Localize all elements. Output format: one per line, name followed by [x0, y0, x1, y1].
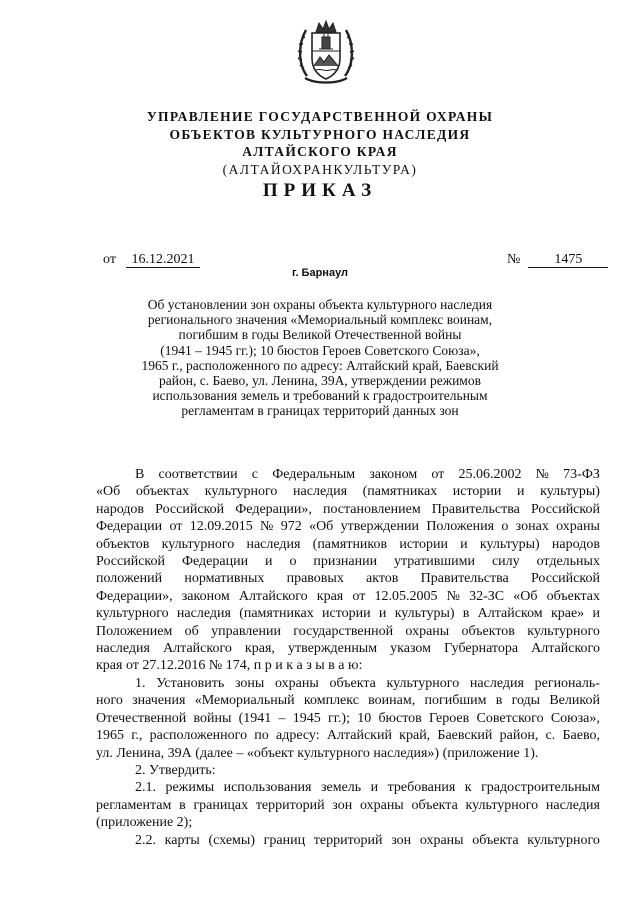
body-word: наследия: [96, 641, 150, 657]
date-prefix: от: [103, 252, 116, 267]
body-word: Российской: [96, 554, 165, 570]
body-word: Федерации»,: [235, 501, 312, 517]
body-word: объекта: [411, 797, 458, 813]
body-line: [96, 501, 600, 518]
body-word: 12.05.2005: [374, 588, 438, 604]
subject-line: (1941 – 1945 гг.); 10 бюстов Героев Советского Союза»,: [160, 342, 480, 358]
number-prefix: №: [507, 252, 521, 267]
body-word: Российской: [530, 501, 600, 517]
body-word: к: [464, 780, 472, 796]
body-word: –: [278, 710, 286, 726]
body-word: Федерации»,: [96, 588, 173, 604]
subject-line: 1965 г., расположенного по адресу: Алтайский край, Баевский: [141, 357, 499, 373]
body-word: земель: [320, 780, 362, 796]
body-word: и: [460, 536, 468, 552]
body-line: [96, 832, 600, 849]
body-word: погибшим: [424, 693, 487, 709]
body-word: зон: [332, 797, 353, 813]
body-word: отдельных: [536, 554, 600, 570]
body-word: утверждении: [340, 519, 419, 535]
body-word: границах: [193, 797, 249, 813]
subject-line: Об установлении зон охраны объекта культурного наследия: [147, 297, 493, 312]
org-line: АЛТАЙСКОГО КРАЯ: [242, 144, 398, 159]
body-word: крае»: [550, 606, 585, 622]
body-word: 972: [280, 519, 302, 535]
body-word: территорий: [313, 832, 383, 848]
body-word: Российской: [530, 571, 600, 587]
body-line: [96, 640, 600, 657]
subject-line: погибшим в годы Великой Отечественной войны: [178, 327, 462, 343]
body-word: охраны: [419, 832, 464, 848]
body-word: значения: [132, 693, 186, 709]
org-line: УПРАВЛЕНИЕ ГОСУДАРСТВЕННОЙ ОХРАНЫ: [146, 109, 494, 124]
body-word: г.,: [131, 728, 143, 744]
body-word: Отечественной: [96, 710, 187, 726]
body-word: расположенного: [149, 728, 248, 744]
body-word: Советского: [476, 710, 544, 726]
body-word: истории: [322, 606, 371, 622]
body-line: [96, 710, 600, 727]
body-word: культурного: [204, 484, 278, 500]
body-word: объектах: [546, 588, 600, 604]
body-word: объекта: [472, 832, 519, 848]
body-word: истории: [399, 536, 448, 552]
body-word: Положения: [426, 519, 495, 535]
body-word: комплекс: [303, 693, 359, 709]
order-body-text: [96, 466, 600, 849]
body-word: правовых: [286, 571, 344, 587]
body-word: войны: [193, 710, 232, 726]
body-word: и: [265, 554, 273, 570]
order-subject: [120, 297, 520, 419]
body-word: об: [184, 623, 199, 639]
body-word: Алтайского: [238, 588, 308, 604]
body-word: зоны: [234, 675, 265, 691]
body-line: ул. Ленина, 39А (далее – «объект культурного наследия») (приложение 1).: [96, 745, 539, 761]
body-word: с.: [545, 728, 556, 744]
body-word: охраны: [405, 623, 450, 639]
body-word: культуры): [479, 536, 540, 552]
body-word: культурного: [527, 623, 600, 639]
body-word: наследия: [176, 606, 231, 622]
body-word: Федерации: [96, 519, 163, 535]
body-word: (1941: [238, 710, 272, 726]
body-word: Федеральным: [272, 467, 356, 482]
body-word: (памятниках: [239, 606, 314, 622]
body-word: гг.);: [328, 710, 350, 726]
body-word: культурного: [161, 536, 235, 552]
org-line: ОБЪЕКТОВ КУЛЬТУРНОГО НАСЛЕДИЯ: [169, 126, 471, 142]
body-word: Великой: [549, 693, 600, 709]
body-word: наследия: [545, 797, 600, 813]
body-word: режимы: [165, 780, 215, 796]
body-line: [96, 588, 600, 605]
body-word: в: [462, 606, 470, 622]
body-word: 12.09.2015: [189, 519, 253, 535]
body-line: [96, 605, 600, 622]
body-word: 73-ФЗ: [563, 467, 600, 482]
body-word: регламентам: [96, 797, 172, 813]
body-word: 2.1.: [135, 780, 156, 796]
body-word: указом: [390, 641, 431, 657]
body-word: наследия: [293, 484, 348, 500]
body-word: от: [431, 467, 445, 482]
body-word: объектов: [461, 623, 515, 639]
body-word: карты: [164, 832, 200, 848]
body-word: Героев: [429, 710, 470, 726]
body-line: (приложение 2);: [96, 815, 193, 831]
body-word: территорий: [255, 797, 325, 813]
body-word: Установить: [156, 675, 225, 691]
body-word: законом: [181, 588, 230, 604]
body-word: бюстов: [378, 710, 422, 726]
body-word: воинам,: [368, 693, 416, 709]
body-word: Союза»,: [550, 710, 600, 726]
body-word: культуры): [394, 606, 455, 622]
body-word: о: [501, 519, 509, 535]
body-word: и: [592, 606, 600, 622]
body-word: и: [370, 780, 379, 796]
body-word: о: [289, 554, 297, 570]
body-word: (памятниках: [362, 484, 438, 500]
body-word: Алтайского: [163, 641, 232, 657]
body-word: объектов: [96, 536, 150, 552]
body-word: зон: [391, 832, 412, 848]
body-word: народов: [551, 536, 600, 552]
body-word: 1.: [135, 675, 146, 691]
body-word: в: [495, 693, 503, 709]
body-word: 1965: [96, 728, 124, 744]
body-word: утвержденным: [287, 641, 378, 657]
body-word: от: [169, 519, 183, 535]
body-word: №: [260, 519, 274, 535]
order-number: [507, 252, 608, 268]
body-word: объектах: [135, 484, 190, 500]
body-word: силу: [491, 554, 520, 570]
body-word: 25.06.2002: [458, 467, 522, 482]
body-word: охраны: [556, 519, 600, 535]
body-word: (схемы): [208, 832, 255, 848]
body-line: [96, 570, 600, 587]
body-word: 10: [357, 710, 372, 726]
order-date: [103, 252, 200, 268]
body-word: охраны: [275, 675, 319, 691]
city-name: г. Барнаул: [291, 267, 349, 279]
body-word: соответствии: [158, 467, 238, 482]
body-word: Баево,: [562, 728, 600, 744]
body-word: и: [378, 606, 387, 622]
body-word: 1945: [292, 710, 321, 726]
number-value: 1475: [528, 252, 608, 268]
body-word: зонах: [515, 519, 549, 535]
body-word: требования: [387, 780, 456, 796]
subject-line: регионального значения «Мемориальный комплекс воинам,: [147, 312, 493, 328]
body-word: №: [535, 467, 549, 482]
body-word: от: [352, 588, 366, 604]
body-word: актов: [366, 571, 399, 587]
body-word: культурного: [96, 606, 169, 622]
body-word: Алтайского: [531, 641, 600, 657]
body-word: истории: [452, 484, 502, 500]
body-word: утратившими: [394, 554, 476, 570]
body-word: №: [446, 588, 460, 604]
body-line: [96, 779, 600, 796]
body-word: Алтайский: [326, 728, 392, 744]
body-word: края,: [244, 641, 275, 657]
body-line: 2. Утвердить:: [135, 762, 216, 778]
body-word: Правительства: [420, 571, 509, 587]
body-word: «Об: [309, 519, 334, 535]
subject-line: район, с. Баево, ул. Ленина, 39А, утверждении режимов: [159, 373, 481, 389]
body-word: культурного: [465, 797, 539, 813]
body-word: Алтайском: [477, 606, 543, 622]
organization-name: [0, 108, 640, 178]
body-word: положений: [96, 571, 163, 587]
body-line: [96, 727, 600, 744]
body-word: региональ-: [534, 675, 600, 691]
body-word: «Об: [96, 484, 121, 500]
body-word: с: [251, 467, 259, 482]
subject-line: использования земель и требований к градостроительным: [152, 388, 488, 404]
body-word: Российской: [155, 501, 225, 517]
body-word: признании: [313, 554, 378, 570]
body-word: Положением: [96, 623, 173, 639]
body-word: район,: [499, 728, 539, 744]
body-line: [96, 692, 600, 709]
body-line: [96, 553, 600, 570]
body-word: В: [135, 467, 145, 482]
body-word: народов: [96, 501, 145, 517]
body-word: охраны: [359, 797, 404, 813]
body-word: нормативных: [184, 571, 265, 587]
body-line: края от 27.12.2016 № 174, п р и к а з ы в а ю:: [96, 658, 363, 674]
body-word: Федерации: [181, 554, 249, 570]
body-word: по: [254, 728, 269, 744]
body-word: годы: [511, 693, 541, 709]
body-word: «Мемориальный: [194, 693, 295, 709]
body-word: использования: [223, 780, 312, 796]
body-word: край,: [399, 728, 431, 744]
body-word: культурного: [386, 675, 460, 691]
body-word: «Об: [513, 588, 538, 604]
body-word: наследия: [469, 675, 524, 691]
body-word: управлении: [211, 623, 281, 639]
org-abbreviation: (АЛТАЙОХРАНКУЛЬТУРА): [222, 161, 418, 177]
body-word: Правительства: [431, 501, 520, 517]
body-word: Баевский: [437, 728, 493, 744]
body-word: (памятников: [312, 536, 388, 552]
body-word: культурного: [527, 832, 600, 848]
body-line: [96, 675, 600, 692]
body-word: постановлением: [322, 501, 421, 517]
body-word: адресу:: [276, 728, 320, 744]
body-word: границ: [263, 832, 306, 848]
body-word: наследия: [246, 536, 301, 552]
body-word: 32-ЗС: [469, 588, 505, 604]
body-word: Губернатора: [444, 641, 519, 657]
body-line: [96, 797, 600, 814]
coat-of-arms-icon: [295, 18, 357, 86]
body-line: [96, 483, 600, 500]
body-word: 2.2.: [135, 832, 156, 848]
body-word: объекта: [329, 675, 376, 691]
body-line: [96, 536, 600, 553]
body-line: [96, 518, 600, 535]
body-word: градостроительным: [481, 780, 600, 796]
body-word: края: [316, 588, 344, 604]
date-value: 16.12.2021: [126, 252, 200, 268]
document-title: ПРИКАЗ: [262, 180, 378, 201]
body-word: культуры): [540, 484, 600, 500]
body-word: в: [179, 797, 186, 813]
subject-line: регламентам в границах территорий данных зон: [181, 403, 459, 419]
body-word: и: [517, 484, 525, 500]
body-line: [96, 623, 600, 640]
body-word: ного: [96, 693, 123, 709]
body-line: [96, 466, 600, 483]
body-word: государственной: [293, 623, 394, 639]
body-word: законом: [369, 467, 418, 482]
